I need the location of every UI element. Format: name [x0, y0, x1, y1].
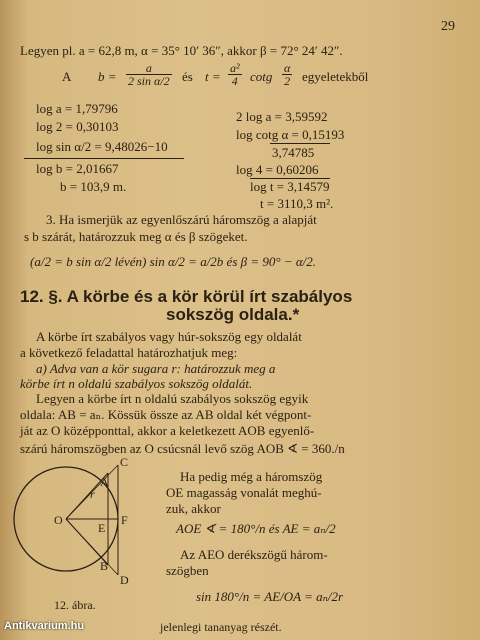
- log-line: log 4 = 0,60206: [236, 162, 319, 177]
- b-equals: b =: [98, 69, 117, 84]
- right-text-line: Az AEO derékszögű három-: [180, 547, 328, 562]
- figure-label: D: [120, 573, 129, 587]
- figure-label: B: [100, 559, 109, 573]
- section-heading: sokszög oldala.*: [166, 305, 300, 324]
- body-line: szárú háromszögben az O csúcsnál levő szög AOB ∢ = 360./n: [20, 441, 345, 456]
- right-text-line: zuk, akkor: [166, 501, 221, 516]
- log-line: log cotg α = 0,15193: [236, 127, 345, 142]
- circle-figure: [8, 455, 143, 605]
- body-line: A körbe írt szabályos vagy húr-sokszög egy oldalát: [36, 329, 302, 344]
- right-text-formula: AOE ∢ = 180°/n és AE = aₙ/2: [176, 521, 336, 536]
- log-line: log b = 2,01667: [36, 161, 119, 176]
- figure-label: E: [98, 521, 106, 535]
- body-line: a) Adva van a kör sugara r: határozzuk meg a: [36, 361, 276, 376]
- figure-label: r: [90, 487, 95, 501]
- figure-label: A: [100, 475, 109, 489]
- body-line: körbe írt n oldalú szabályos sokszög oldalát.: [20, 376, 253, 391]
- page-number: 29: [441, 19, 455, 34]
- label-a: A: [62, 69, 72, 84]
- log-line: log sin α/2 = 9,48026−10: [36, 139, 168, 154]
- right-text-line: OE magasság vonalát meghú-: [166, 485, 322, 500]
- watermark: Antikvarium.hu: [4, 620, 85, 632]
- sum-rule: [270, 143, 330, 144]
- t-fraction: $\frac{\text{a²}}{4}$: [230, 61, 240, 88]
- figure-label: C: [120, 455, 129, 469]
- body-line: a következő feladattal határozhatjuk meg:: [20, 345, 238, 360]
- figure-label: O: [54, 513, 63, 527]
- footnote: jelenlegi tananyag részét.: [160, 620, 282, 634]
- item3-line: 3. Ha ismerjük az egyenlőszárú háromszög a alapját: [46, 212, 317, 227]
- item3-line: s b szárát, határozzuk meg α és β szögeket.: [24, 229, 248, 244]
- sum-rule: [24, 158, 184, 159]
- log-line: log a = 1,79796: [36, 101, 118, 116]
- b-fraction: $\frac{a}{\text{2 sin α/2}}$: [128, 61, 170, 88]
- item3-formula: (a/2 = b sin α/2 lévén) sin α/2 = a/2b és β = 90° − α/2.: [30, 254, 317, 269]
- log-line: log 2 = 0,30103: [36, 119, 119, 134]
- es-word: és: [182, 69, 193, 84]
- log-line: t = 3110,3 m².: [260, 196, 334, 211]
- log-line: log t = 3,14579: [250, 179, 330, 194]
- body-line: oldala: AB = aₙ. Kössük össze az AB oldal két végpont-: [20, 407, 312, 422]
- right-text-formula: sin 180°/n = AE/OA = aₙ/2r: [196, 589, 344, 604]
- right-text-line: szögben: [166, 563, 209, 578]
- body-line: ját az O középponttal, akkor a keletkezett AOB egyenlő-: [20, 423, 315, 438]
- cotg-word: cotg: [250, 69, 273, 84]
- cotg-fraction: $\frac{\alpha}{2}$: [284, 61, 291, 88]
- right-text-line: Ha pedig még a háromszög: [180, 469, 323, 484]
- section-heading: 12. §. A körbe és a kör körül írt szabályos: [20, 287, 353, 306]
- log-line: b = 103,9 m.: [60, 179, 127, 194]
- t-equals: t =: [205, 69, 221, 84]
- body-line: Legyen a körbe írt n oldalú szabályos sokszög egyik: [36, 391, 309, 406]
- example-line: Legyen pl. a = 62,8 m, α = 35° 10′ 36″, akkor β = 72° 24′ 42″.: [20, 43, 343, 58]
- log-line: 3,74785: [272, 145, 315, 160]
- figure-caption: 12. ábra.: [54, 598, 96, 612]
- figure-label: F: [121, 513, 128, 527]
- log-line: 2 log a = 3,59592: [236, 109, 328, 124]
- egyeletekbol-word: egyeletekből: [302, 69, 369, 84]
